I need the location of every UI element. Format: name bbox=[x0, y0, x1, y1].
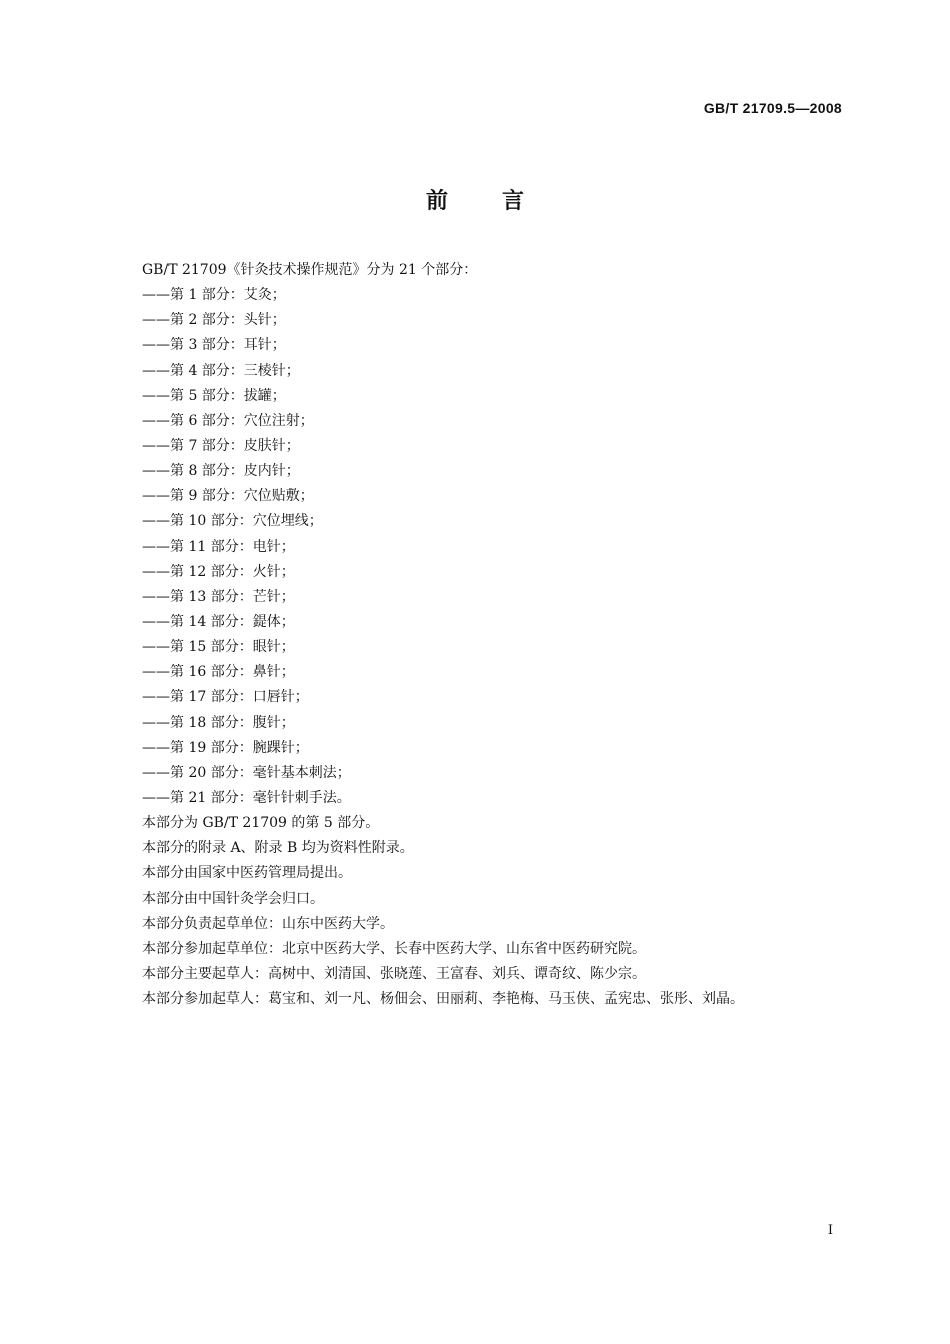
part-list-item: ——第 19 部分：腕踝针； bbox=[142, 739, 309, 756]
part-list-item: ——第 2 部分：头针； bbox=[142, 312, 286, 329]
statements-block bbox=[142, 811, 842, 1012]
statement-paragraph: 本部分的附录 A、附录 B 均为资料性附录。 bbox=[142, 840, 414, 857]
part-list-item: ——第 17 部分：口唇针； bbox=[142, 689, 309, 706]
part-list-item: ——第 18 部分：腹针； bbox=[142, 714, 295, 731]
part-list-item: ——第 4 部分：三棱针； bbox=[142, 362, 300, 379]
part-list-item: ——第 9 部分：穴位贴敷； bbox=[142, 488, 314, 505]
part-list-item: ——第 12 部分：火针； bbox=[142, 563, 295, 580]
part-list-item: ——第 5 部分：拔罐； bbox=[142, 387, 286, 404]
part-list-item: ——第 3 部分：耳针； bbox=[142, 337, 286, 354]
part-list-item: ——第 10 部分：穴位埋线； bbox=[142, 513, 323, 530]
statement-paragraph: 本部分由中国针灸学会归口。 bbox=[142, 890, 324, 907]
part-list-item: ——第 11 部分：电针； bbox=[142, 538, 295, 555]
part-list-item: ——第 6 部分：穴位注射； bbox=[142, 412, 314, 429]
intro-paragraph: GB/T 21709《针灸技术操作规范》分为 21 个部分： bbox=[142, 262, 478, 278]
part-list-item: ——第 21 部分：毫针针刺手法。 bbox=[142, 789, 351, 806]
statement-paragraph: 本部分主要起草人：高树中、刘清国、张晓莲、王富春、刘兵、谭奇纹、陈少宗。 bbox=[142, 965, 646, 982]
part-list-item: ——第 14 部分：鍉体； bbox=[142, 613, 295, 630]
part-list-item: ——第 13 部分：芒针； bbox=[142, 588, 295, 605]
standard-code: GB/T 21709.5—2008 bbox=[703, 100, 842, 116]
page-number: I bbox=[827, 1223, 833, 1238]
page-title: 前言 bbox=[425, 189, 578, 214]
document-body bbox=[142, 258, 842, 1012]
statement-paragraph: 本部分参加起草单位：北京中医药大学、长春中医药大学、山东省中医药研究院。 bbox=[142, 940, 646, 957]
part-list-item: ——第 1 部分：艾灸； bbox=[142, 287, 286, 304]
statement-paragraph: 本部分参加起草人：葛宝和、刘一凡、杨佃会、田丽莉、李艳梅、马玉侠、孟宪忠、张彤、刘晶。 bbox=[142, 991, 744, 1008]
part-list-item: ——第 15 部分：眼针； bbox=[142, 639, 295, 656]
statement-paragraph: 本部分由国家中医药管理局提出。 bbox=[142, 865, 352, 882]
parts-list bbox=[142, 283, 842, 811]
part-list-item: ——第 20 部分：毫针基本刺法； bbox=[142, 764, 351, 781]
part-list-item: ——第 8 部分：皮内针； bbox=[142, 463, 300, 480]
statement-paragraph: 本部分负责起草单位：山东中医药大学。 bbox=[142, 915, 394, 932]
part-list-item: ——第 7 部分：皮肤针； bbox=[142, 437, 300, 454]
statement-paragraph: 本部分为 GB/T 21709 的第 5 部分。 bbox=[142, 815, 380, 832]
part-list-item: ——第 16 部分：鼻针； bbox=[142, 664, 295, 681]
